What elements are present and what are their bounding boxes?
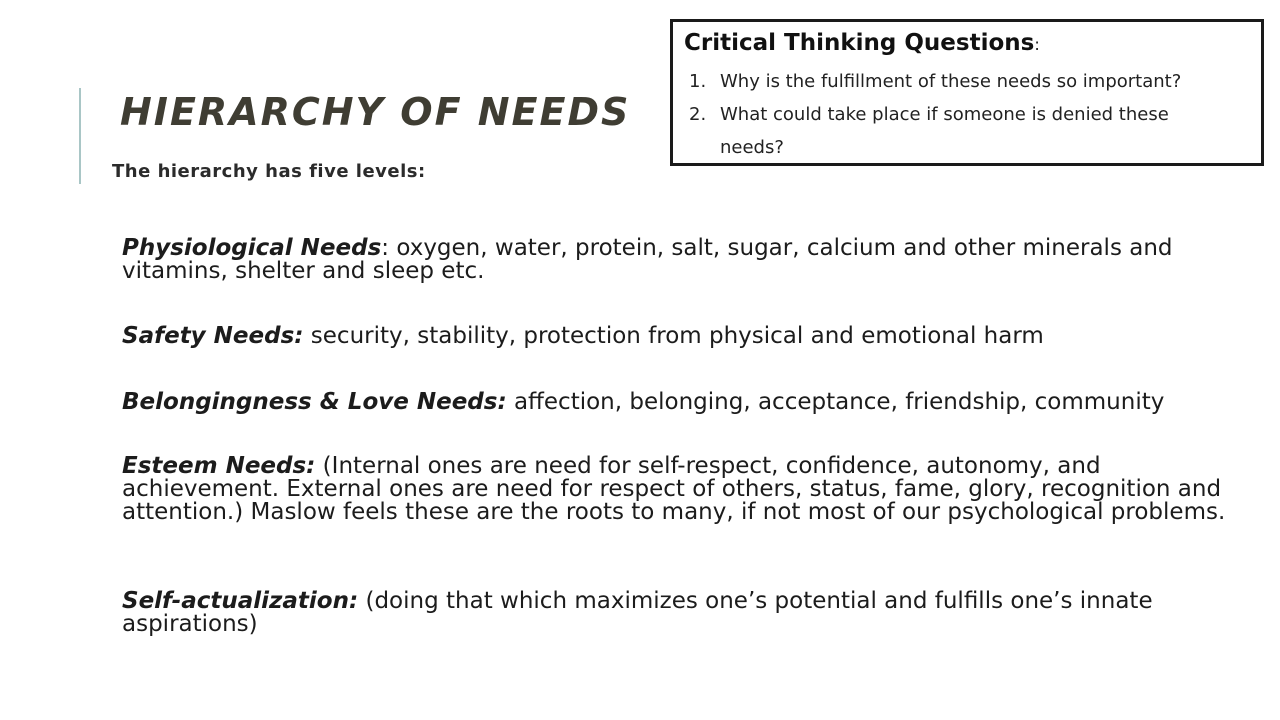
question-number: 2. <box>689 104 707 125</box>
slide-title: HIERARCHY OF NEEDS <box>120 90 631 134</box>
question-item-2 <box>689 98 1254 164</box>
need-description: affection, belonging, acceptance, friendship, community <box>506 389 1165 415</box>
need-description: security, stability, protection from physical and emotional harm <box>303 323 1044 349</box>
critical-thinking-heading-colon: : <box>1034 35 1040 54</box>
need-self-actualization <box>122 590 1232 636</box>
need-label: Self-actualization: <box>122 588 359 614</box>
need-label: Esteem Needs: <box>122 453 316 479</box>
need-label: Physiological Needs <box>122 235 382 261</box>
need-physiological <box>122 237 1232 283</box>
question-item-1 <box>689 65 1254 98</box>
need-label: Belongingness & Love Needs: <box>122 389 507 415</box>
need-safety <box>122 325 1232 348</box>
need-separator: : <box>381 235 390 261</box>
need-description: oxygen, water, protein, salt, sugar, calcium and other minerals and vitamins, shelter and sleep etc. <box>122 235 1173 284</box>
question-text-continued: needs? <box>720 137 784 158</box>
critical-thinking-heading <box>684 30 1040 56</box>
need-description: (doing that which maximizes one’s potential and fulfills one’s innate aspirations) <box>122 588 1153 637</box>
question-text: Why is the fulfillment of these needs so important? <box>720 71 1182 92</box>
need-label: Safety Needs: <box>122 323 304 349</box>
slide-subtitle: The hierarchy has five levels: <box>112 161 426 182</box>
critical-thinking-box <box>670 19 1264 166</box>
need-description: (Internal ones are need for self-respect, confidence, autonomy, and achievement. External ones are need for respect of others, status, fame, glory, recognition and attention.) Maslow feels these are the roots to many, if not most of our psychological problems. <box>122 453 1226 525</box>
need-esteem <box>122 455 1232 524</box>
need-belongingness <box>122 391 1232 414</box>
title-accent-bar <box>79 88 81 184</box>
question-text: What could take place if someone is denied these <box>720 104 1169 125</box>
critical-thinking-heading-text: Critical Thinking Questions <box>684 30 1035 56</box>
question-number: 1. <box>689 71 707 92</box>
